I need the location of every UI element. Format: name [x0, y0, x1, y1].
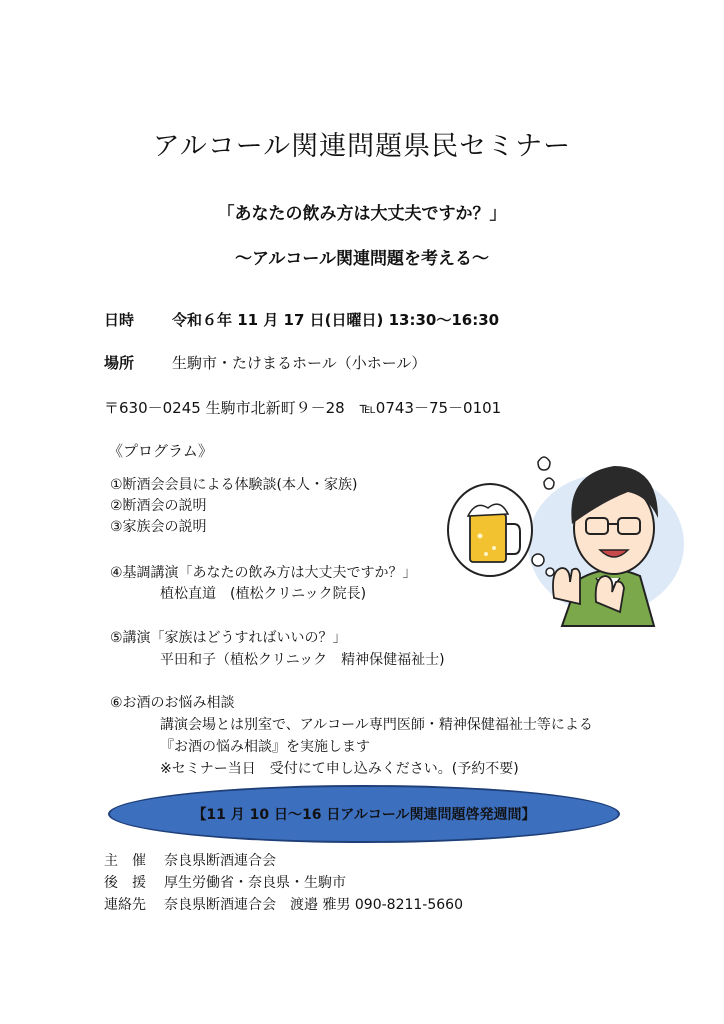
date-value: 令和６年 11 月 17 日(日曜日) 13:30～16:30	[172, 311, 500, 329]
footer-row-support	[104, 872, 346, 892]
footer-label: 後 援	[104, 875, 146, 891]
date-label: 日時	[104, 311, 135, 329]
footer-row-organizer	[104, 850, 276, 870]
subtitle-theme: ～アルコール関連問題を考える～	[235, 249, 489, 269]
venue-value: 生駒市・たけまるホール（小ホール）	[172, 354, 427, 372]
program-item: ③家族会の説明	[110, 519, 207, 535]
sweat-drop-icon	[538, 457, 550, 470]
program-note: 講演会場とは別室で、アルコール専門医師・精神保健福祉士等による	[160, 717, 593, 733]
program-item: ②断酒会の説明	[110, 498, 207, 514]
venue-row	[104, 352, 426, 373]
footer-value: 奈良県断酒連合会	[164, 853, 276, 869]
program-heading: 《プログラム》	[108, 442, 213, 460]
footer-label: 連絡先	[104, 897, 146, 913]
program-item: ⑤講演「家族はどうすればいいの？」	[110, 630, 347, 646]
program-item: ①断酒会会員による体験談(本人・家族)	[110, 477, 358, 493]
program-note: ※セミナー当日 受付にて申し込みください。(予約不要)	[160, 761, 519, 777]
awareness-week-banner	[108, 785, 620, 843]
beer-mug-icon	[470, 514, 506, 562]
footer-row-contact	[104, 894, 463, 914]
footer-label: 主 催	[104, 853, 146, 869]
left-hand	[553, 568, 580, 604]
sweat-drop-icon	[544, 478, 554, 489]
venue-label: 場所	[104, 354, 135, 372]
banner-text: 【11 月 10 日～16 日アルコール関連問題啓発週間】	[192, 807, 536, 823]
program-item: ④基調講演「あなたの飲み方は大丈夫ですか？」	[110, 565, 417, 581]
footer-value: 厚生労働省・奈良県・生駒市	[164, 875, 346, 891]
page-title: アルコール関連問題県民セミナー	[152, 131, 572, 162]
speaker: 植松直道 (植松クリニック院長)	[160, 586, 367, 602]
address: 〒630－0245 生駒市北新町９－28 ℡0743－75－0101	[104, 399, 502, 417]
program-note: 『お酒の悩み相談』を実施します	[160, 739, 370, 755]
program-item: ⑥お酒のお悩み相談	[110, 695, 235, 711]
speaker: 平田和子（植松クリニック 精神保健福祉士)	[160, 652, 445, 668]
date-row	[104, 309, 499, 330]
man-refusing-beer-illustration	[446, 432, 692, 632]
subtitle-question: 「あなたの飲み方は大丈夫ですか？」	[217, 204, 507, 224]
footer-value: 奈良県断酒連合会 渡邉 雅男 090-8211-5660	[164, 897, 463, 913]
